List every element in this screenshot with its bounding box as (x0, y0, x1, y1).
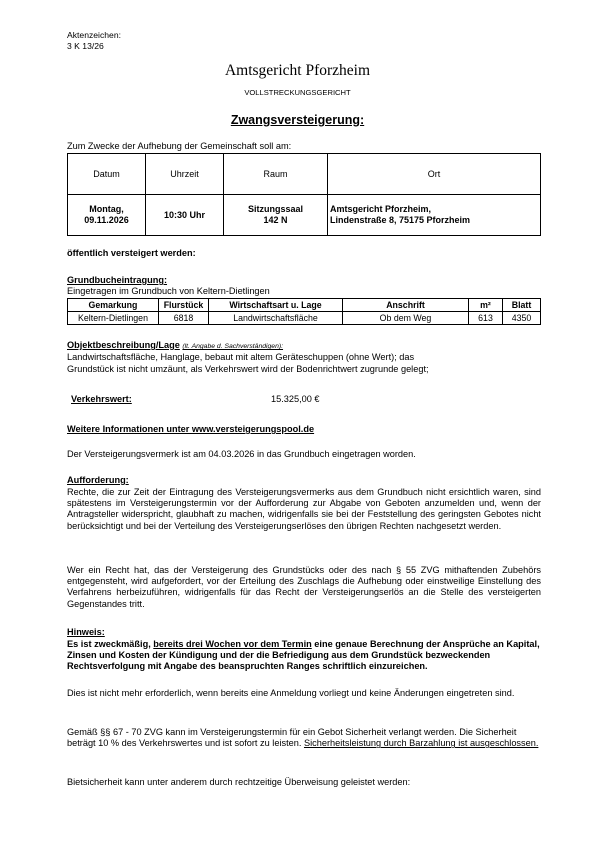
appointment-date-value: 09.11.2026 (84, 215, 129, 225)
appointment-weekday: Montag, (89, 204, 124, 215)
appointment-location (328, 195, 541, 236)
file-number-value: 3 K 13/26 (67, 40, 104, 51)
market-value-amount: 15.325,00 € (271, 394, 320, 404)
file-number-block (67, 30, 121, 51)
cell-wirtschaftsart: Landwirtschaftsfläche (209, 312, 343, 325)
appointment-room (224, 195, 328, 236)
object-description-heading: Objektbeschreibung/Lage (67, 340, 180, 350)
land-register-row (68, 312, 541, 325)
cell-gemarkung: Keltern-Dietlingen (68, 312, 159, 325)
notice-deadline: bereits drei Wochen vor dem Termin (153, 639, 312, 649)
appointment-time: 10:30 Uhr (146, 195, 224, 236)
appointment-room-number: 142 N (263, 215, 288, 225)
notice-heading: Hinweis: (67, 627, 105, 637)
col-header-wirtschaftsart: Wirtschaftsart u. Lage (209, 299, 343, 312)
object-description-line1: Landwirtschaftsfläche, Hanglage, bebaut mit altem Geräteschuppen (ohne Wert); das (67, 352, 415, 362)
appointment-location-address: Lindenstraße 8, 75175 Pforzheim (330, 215, 471, 225)
col-header-uhrzeit: Uhrzeit (146, 154, 224, 195)
col-header-blatt: Blatt (503, 299, 541, 312)
auction-statement: öffentlich versteigert werden: (67, 248, 196, 258)
market-value-label: Verkehrswert: (71, 394, 132, 404)
col-header-flurstueck: Flurstück (159, 299, 209, 312)
object-description-line2: Grundstück ist nicht umzäunt, als Verkehrswert wird der Bodenrichtwert zugrunde gelegt; (67, 364, 429, 374)
land-register-table (67, 298, 541, 325)
request-heading: Aufforderung: (67, 475, 129, 485)
request-paragraph-1: Rechte, die zur Zeit der Eintragung des Versteigerungsvermerks aus dem Grundbuch nicht ersichtlich waren, sind spätestens im Versteigerungstermin vor der Aufforderung zur Abgabe von Geboten anzumelden und, wenn der Antragsteller widerspricht, glaubhaft zu machen, widrigenfalls sie bei der Feststellung des geringsten Gebotes nicht berücksichtigt und bei der Verteilung des Versteigerungserlöses den übrigen Rechten nachgesetzt werden. (67, 487, 541, 531)
appointment-table (67, 153, 541, 236)
notice-bold-paragraph (67, 639, 541, 673)
col-header-area: m² (469, 299, 503, 312)
object-description-note: (lt. Angabe d. Sachverständigen): (182, 343, 284, 350)
request-paragraph-2: Wer ein Recht hat, das der Versteigerung des Grundstücks oder des nach § 55 ZVG mithaftenden Zubehörs entgegensteht, wird aufgefordert, vor der Erteilung des Zuschlags die Aufhebung oder einstweilige Einstellung des Verfahrens herbeizuführen, widrigenfalls für das Recht der Versteigerungserlös an die Stelle des versteigerten Gegenstandes tritt. (67, 565, 541, 609)
document-title: Zwangsversteigerung: (230, 113, 365, 127)
court-name: Amtsgericht Pforzheim (224, 62, 371, 79)
cell-flurstueck: 6818 (159, 312, 209, 325)
appointment-room-name: Sitzungssaal (247, 204, 303, 215)
registration-note: Der Versteigerungsvermerk ist am 04.03.2026 in das Grundbuch eingetragen worden. (67, 449, 416, 459)
more-info-link[interactable]: Weitere Informationen unter www.versteigerungspool.de (67, 424, 315, 434)
cell-blatt: 4350 (503, 312, 541, 325)
security-text: Gemäß §§ 67 - 70 ZVG kann im Versteigerungstermin für ein Gebot Sicherheit verlangt werden. Die Sicherheit beträgt 10 % des Verkehrswertes und ist sofort zu leisten. (67, 727, 517, 749)
court-department: VOLLSTRECKUNGSGERICHT (244, 88, 351, 97)
col-header-ort: Ort (328, 154, 541, 195)
notice-bold-end: eine genaue Berechnung der Ansprüche an Kapital, Zinsen und Kosten der Kündigung und der die Befriedigung aus dem Grundstück bezweckenden Rechtsverfolgung mit Angabe des beanspruchten Ranges schriftlich einzureichen. (67, 639, 540, 672)
col-header-datum: Datum (68, 154, 146, 195)
object-description-heading-line (67, 340, 541, 351)
appointment-date (68, 195, 146, 236)
bid-security-text: Bietsicherheit kann unter anderem durch rechtzeitige Überweisung geleistet werden: (67, 777, 411, 787)
land-register-subtitle: Eingetragen im Grundbuch von Keltern-Dietlingen (67, 286, 270, 296)
col-header-gemarkung: Gemarkung (68, 299, 159, 312)
appointment-header-row (68, 154, 541, 195)
col-header-anschrift: Anschrift (343, 299, 469, 312)
intro-text: Zum Zwecke der Aufhebung der Gemeinschaft soll am: (67, 141, 292, 151)
appointment-row (68, 195, 541, 236)
cell-anschrift: Ob dem Weg (343, 312, 469, 325)
land-register-heading: Grundbucheintragung: (67, 275, 168, 285)
security-cash-excluded: Sicherheitsleistung durch Barzahlung ist ausgeschlossen. (303, 738, 539, 749)
land-register-header-row (68, 299, 541, 312)
security-paragraph (67, 727, 541, 749)
file-number-label: Aktenzeichen: (67, 30, 121, 40)
notice-bold-start: Es ist zweckmäßig, (67, 639, 154, 649)
notice-paragraph: Dies ist nicht mehr erforderlich, wenn bereits eine Anmeldung vorliegt und keine Änderungen eingetreten sind. (67, 688, 515, 698)
cell-area: 613 (469, 312, 503, 325)
col-header-raum: Raum (224, 154, 328, 195)
appointment-location-name: Amtsgericht Pforzheim, (330, 204, 432, 215)
